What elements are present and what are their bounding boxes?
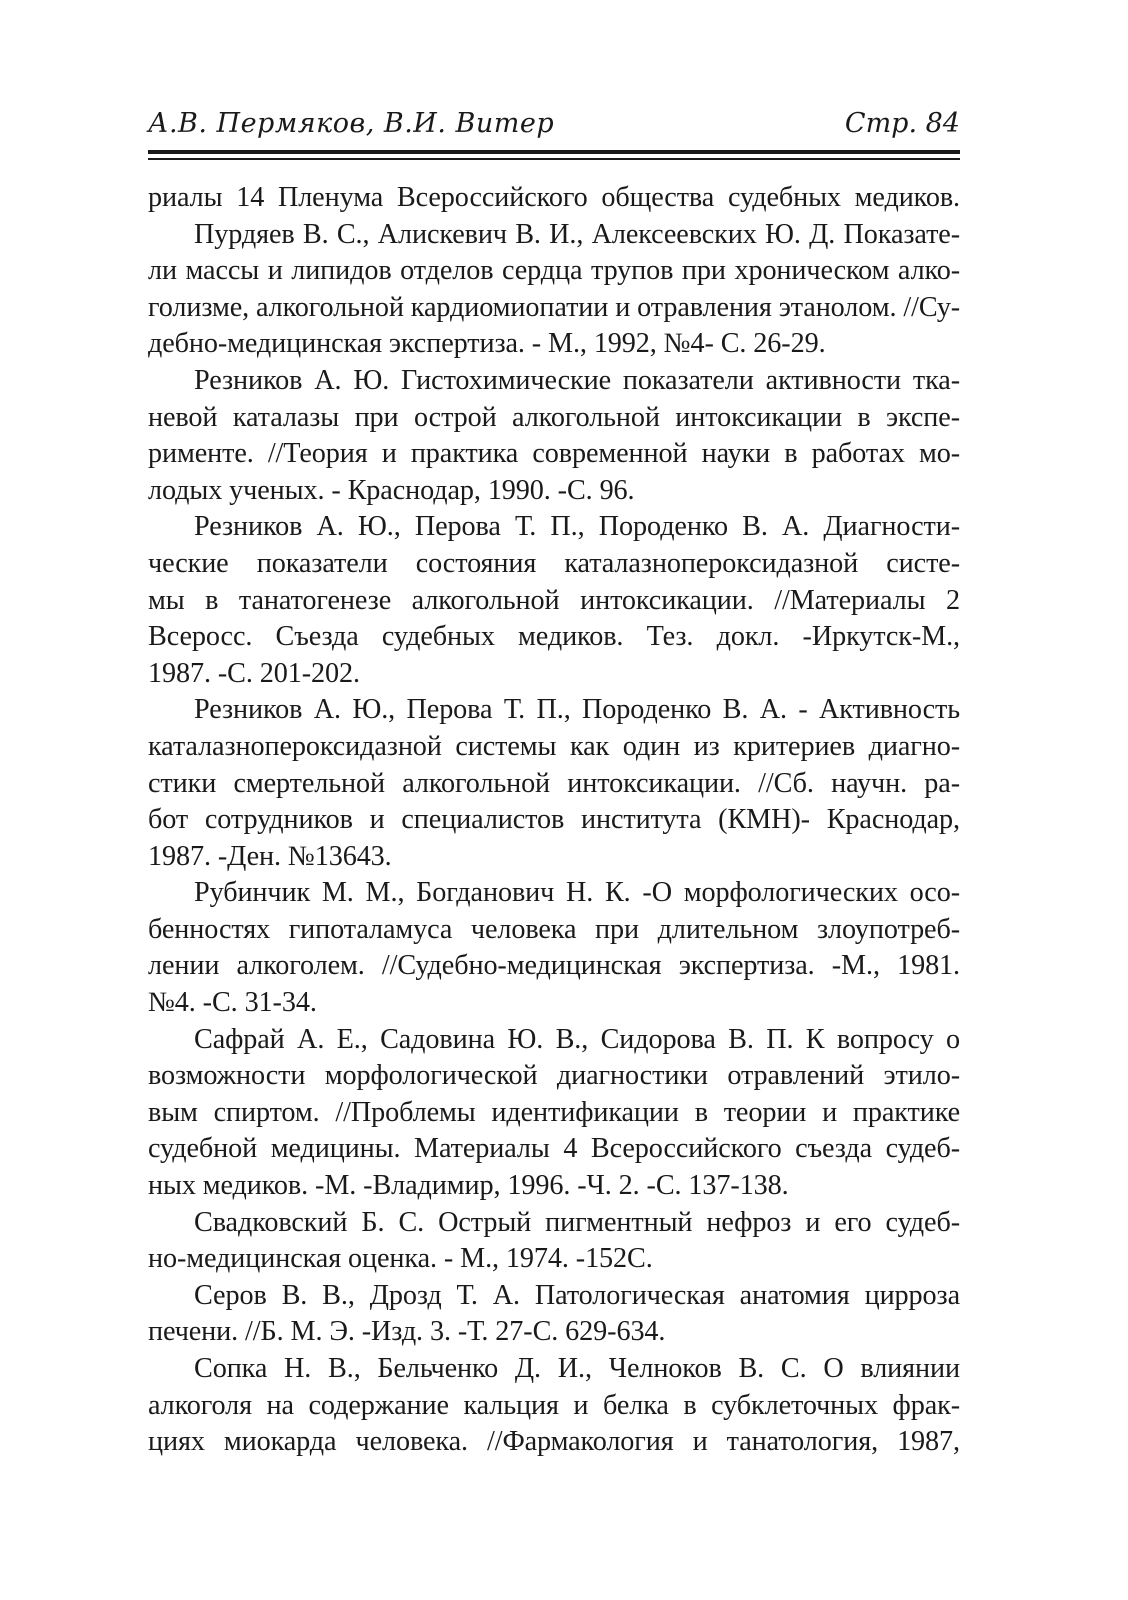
text-line: Резников А. Ю. Гистохимические показатели активности тка- — [194, 364, 960, 396]
text-line: возможности морфологической диагностики отравлений этило- — [148, 1060, 960, 1092]
text-line: судебной медицины. Материалы 4 Всероссийского съезда судеб- — [148, 1133, 960, 1165]
text-line: вым спиртом. //Проблемы идентификации в теории и практике — [148, 1096, 960, 1128]
header-rule-thin — [148, 158, 960, 160]
running-header — [148, 104, 960, 144]
text-line: Свадковский Б. С. Острый пигментный нефроз и его судеб- — [194, 1206, 960, 1238]
bibliography-text — [148, 180, 960, 1461]
text-line: ли массы и липидов отделов сердца трупов при хроническом алко- — [148, 255, 960, 287]
text-line: невой каталазы при острой алкогольной интоксикации в экспе- — [148, 401, 960, 433]
text-line: бот сотрудников и специалистов института (КМН)- Краснодар, — [148, 804, 960, 836]
text-line: рименте. //Теория и практика современной науки в работах мо- — [148, 438, 960, 470]
text-line: ческие показатели состояния каталазнопероксидазной систе- — [148, 547, 960, 579]
text-line: мы в танатогенезе алкогольной интоксикации. //Материалы 2 — [148, 584, 960, 616]
text-line: Сопка Н. В., Бельченко Д. И., Челноков В. С. О влиянии — [194, 1353, 960, 1384]
text-line: Резников А. Ю., Перова Т. П., Породенко В. А. Диагности- — [194, 511, 960, 543]
text-line: ных медиков. -М. -Владимир, 1996. -Ч. 2. -С. 137-138. — [148, 1170, 789, 1202]
text-line: лодых ученых. - Краснодар, 1990. -С. 96. — [148, 474, 635, 506]
text-line: голизме, алкогольной кардиомиопатии и отравления этанолом. //Су- — [148, 291, 960, 323]
text-line: Серов В. В., Дрозд Т. А. Патологическая анатомия цирроза — [194, 1279, 960, 1311]
text-line: каталазнопероксидазной системы как один из критериев диагно- — [148, 730, 960, 762]
text-line: печени. //Б. М. Э. -Изд. 3. -Т. 27-С. 629-634. — [148, 1316, 666, 1348]
header-page-number: Стр. 84 — [844, 108, 960, 139]
text-line: 1987. -С. 201-202. — [148, 657, 360, 689]
text-line: дебно-медицинская экспертиза. - М., 1992, №4- С. 26-29. — [148, 328, 826, 360]
text-line: №4. -С. 31-34. — [148, 987, 317, 1019]
text-line: Пурдяев В. С., Алискевич В. И., Алексеевских Ю. Д. Показате- — [194, 218, 960, 250]
text-line: Рубинчик М. М., Богданович Н. К. -О морфологических осо- — [194, 877, 960, 909]
text-line: алкоголя на содержание кальция и белка в субклеточных фрак- — [148, 1389, 960, 1421]
text-line: стики смертельной алкогольной интоксикации. //Сб. научн. ра- — [148, 767, 960, 799]
text-line: Сафрай А. Е., Садовина Ю. В., Сидорова В. П. К вопросу о — [194, 1023, 960, 1055]
header-authors: А.В. Пермяков, В.И. Витер — [148, 108, 555, 139]
text-line: 1987. -Ден. №13643. — [148, 840, 392, 872]
text-line: Всеросс. Съезда судебных медиков. Тез. докл. -Иркутск-М., — [148, 621, 960, 653]
header-rule-thick — [148, 150, 960, 154]
text-line: риалы 14 Пленума Всероссийского общества судебных медиков. — [148, 182, 960, 213]
text-line: циях миокарда человека. //Фармакология и танатология, 1987, — [148, 1426, 960, 1458]
text-line: лении алкоголем. //Судебно-медицинская экспертиза. -М., 1981. — [148, 950, 960, 982]
text-line: но-медицинская оценка. - М., 1974. -152С. — [148, 1243, 653, 1275]
text-line: бенностях гипоталамуса человека при длительном злоупотреб- — [148, 913, 960, 945]
text-line: Резников А. Ю., Перова Т. П., Породенко В. А. - Активность — [194, 694, 960, 726]
